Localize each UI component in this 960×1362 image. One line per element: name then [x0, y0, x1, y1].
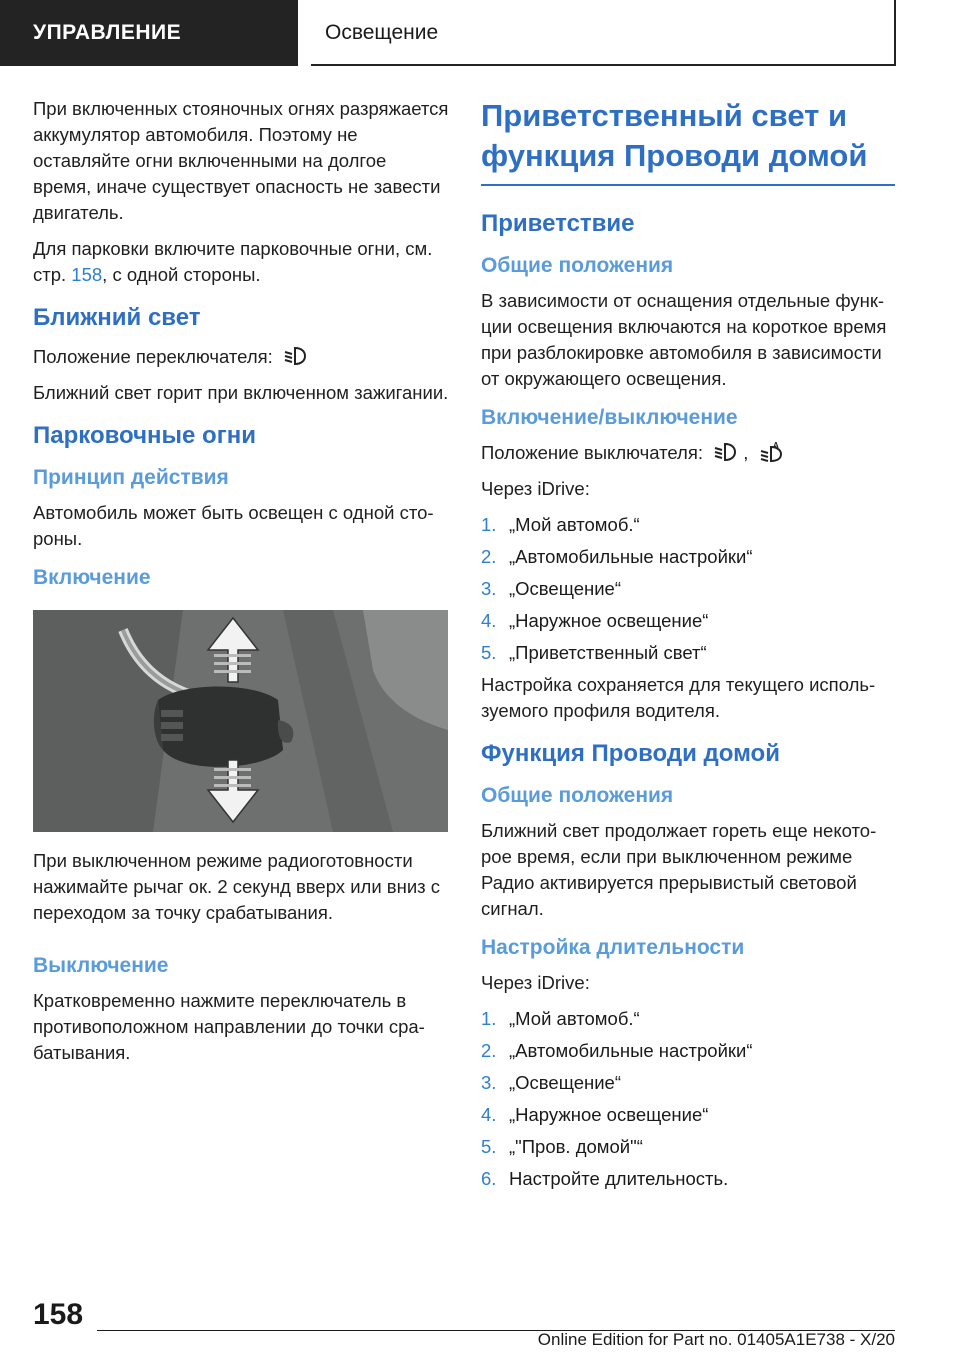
- page-link[interactable]: 158: [71, 264, 103, 285]
- svg-text:A: A: [772, 441, 779, 450]
- list-item: 2. „Автомобильные настройки“: [481, 546, 753, 567]
- lever-illustration: [33, 610, 448, 832]
- low-beam-heading: Ближний свет: [33, 304, 201, 331]
- low-beam-icon: [282, 345, 308, 367]
- principle-heading: Принцип действия: [33, 466, 229, 489]
- list-item: 4. „Наружное освещение“: [481, 610, 709, 631]
- principle-text: Автомобиль может быть освещен с одной стороны.: [33, 502, 434, 549]
- duration-heading: Настройка длительности: [481, 936, 745, 959]
- switch-off-text: Кратковременно нажмите переключатель в противоположном направлении до точки срабатывания.: [33, 990, 425, 1063]
- chapter-title: Освещение: [311, 0, 896, 66]
- intro-paragraph: При включенных стояночных огнях разряжается аккумулятор автомобиля. Поэтому не оставляйте огни включенными на долгое время, иначе существует опасность не завести двигатель.: [33, 98, 449, 223]
- low-beam-icon: [712, 441, 738, 463]
- welcome-note: Настройка сохраняется для текущего используемого профиля водителя.: [481, 674, 876, 721]
- home-general-heading: Общие положения: [481, 784, 674, 807]
- page-number: 158: [33, 1298, 84, 1331]
- low-beam-switch-position: Положение переключателя:: [33, 344, 449, 370]
- home-steps-list: [481, 1006, 895, 1192]
- home-via-idrive: Через iDrive:: [481, 972, 590, 993]
- follow-me-home-heading: Функция Проводи домой: [481, 740, 780, 767]
- list-item: 5. „"Пров. домой"“: [481, 1136, 643, 1157]
- welcome-light-title: Приветственный свет и функция Проводи домой: [481, 96, 895, 186]
- switch-on-text: При выключенном режиме радиоготовности нажимайте рычаг ок. 2 секунд вверх или вниз с переходом за точку срабатывания.: [33, 850, 441, 923]
- edition-text: Online Edition for Part no. 01405A1E738 - X/20: [537, 1330, 895, 1349]
- parking-lights-heading: Парковочные огни: [33, 422, 256, 449]
- low-beam-text: Ближний свет горит при включенном зажигании.: [33, 382, 449, 403]
- auto-headlight-icon: [758, 441, 784, 463]
- list-item: 1. „Мой автомоб.“: [481, 1008, 640, 1029]
- turn-signal-lever-image: [33, 610, 448, 832]
- right-column: [481, 96, 895, 1198]
- parking-reference-paragraph: Для парковки включите парковочные огни, см. стр. 158, с одной стороны.: [33, 238, 433, 285]
- list-item: 3. „Освещение“: [481, 1072, 622, 1093]
- list-item: 3. „Освещение“: [481, 578, 622, 599]
- welcome-general-heading: Общие положения: [481, 254, 674, 277]
- welcome-switch-position: Положение выключателя: , A: [481, 440, 895, 466]
- section-tab: УПРАВЛЕНИЕ: [0, 0, 298, 66]
- list-item: 5. „Приветственный свет“: [481, 642, 707, 663]
- page-header: [0, 0, 960, 66]
- left-column: [33, 96, 449, 1076]
- list-item: 6. Настройте длительность.: [481, 1168, 729, 1189]
- onoff-heading: Включение/выключение: [481, 406, 738, 429]
- welcome-via-idrive: Через iDrive:: [481, 478, 590, 499]
- welcome-general-text: В зависимости от оснащения отдельные функции освещения включаются на короткое время при разблокировке автомобиля в зависимости от окружающего освещения.: [481, 290, 887, 389]
- switch-off-heading: Выключение: [33, 954, 169, 977]
- list-item: 4. „Наружное освещение“: [481, 1104, 709, 1125]
- list-item: 1. „Мой автомоб.“: [481, 514, 640, 535]
- welcome-steps-list: [481, 512, 895, 666]
- list-item: 2. „Автомобильные настройки“: [481, 1040, 753, 1061]
- welcome-heading: Приветствие: [481, 210, 635, 237]
- home-general-text: Ближний свет продолжает гореть еще некоторое время, если при выключенном режиме Радио активируется прерывистый световой сигнал.: [481, 820, 877, 919]
- switch-on-heading: Включение: [33, 566, 151, 589]
